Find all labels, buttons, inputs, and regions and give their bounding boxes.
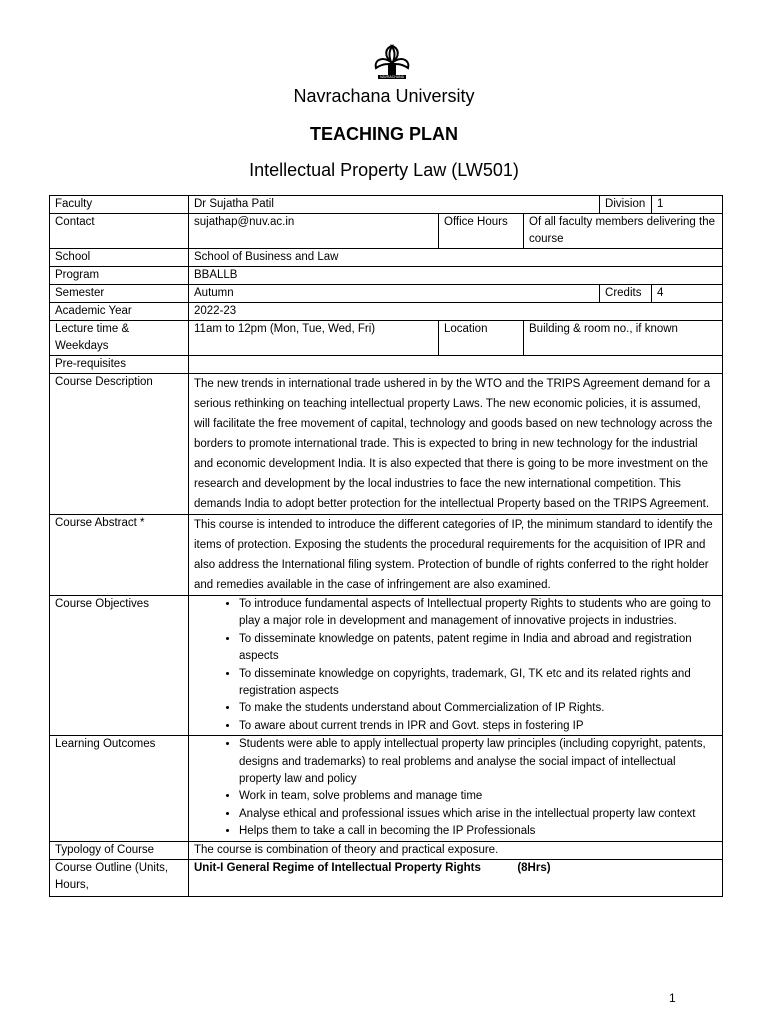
description-label: Course Description bbox=[50, 374, 189, 515]
row-abstract bbox=[50, 515, 723, 596]
outcomes-list bbox=[194, 736, 717, 840]
course-title: Intellectual Property Law (LW501) bbox=[249, 160, 519, 180]
outcomes-label: Learning Outcomes bbox=[50, 736, 189, 841]
row-program bbox=[50, 267, 723, 285]
contact-email[interactable]: sujathap@nuv.ac.in bbox=[189, 214, 439, 249]
list-item: • To aware about current trends in IPR and Govt. steps in fostering IP bbox=[239, 718, 717, 735]
program-label: Program bbox=[50, 267, 189, 285]
row-semester bbox=[50, 285, 723, 303]
row-lecture bbox=[50, 321, 723, 356]
office-hours-value: Of all faculty members delivering the course bbox=[524, 214, 723, 249]
faculty-label: Faculty bbox=[50, 196, 189, 214]
abstract-text: This course is intended to introduce the different categories of IP, the minimum standard to identify the items of protection. Exposing the students the procedural requirements for the acquisition of IPR and also address the International filing system. Protection of bundle of rights conferred to the right holder and remedies available in the case of infringement are also examined. bbox=[189, 515, 723, 596]
list-item: • Helps them to take a call in becoming the IP Professionals bbox=[239, 823, 717, 840]
objectives-cell bbox=[189, 596, 723, 736]
list-item: • To introduce fundamental aspects of Intellectual property Rights to students who are going to play a major role in development and management of innovative projects in industries. bbox=[239, 596, 717, 631]
row-prerequisites bbox=[50, 356, 723, 374]
office-hours-label: Office Hours bbox=[439, 214, 524, 249]
division-label: Division bbox=[600, 196, 652, 214]
row-school bbox=[50, 249, 723, 267]
row-academic-year bbox=[50, 303, 723, 321]
list-item: • To disseminate knowledge on patents, patent regime in India and abroad and registration aspects bbox=[239, 631, 717, 666]
list-item: • To disseminate knowledge on copyrights, trademark, GI, TK etc and its related rights and registration aspects bbox=[239, 666, 717, 701]
semester-value: Autumn bbox=[189, 285, 600, 303]
location-label: Location bbox=[439, 321, 524, 356]
academic-year-label: Academic Year bbox=[50, 303, 189, 321]
location-value: Building & room no., if known bbox=[524, 321, 723, 356]
outcomes-cell bbox=[189, 736, 723, 841]
row-contact bbox=[50, 214, 723, 249]
school-value: School of Business and Law bbox=[189, 249, 723, 267]
program-value: BBALLB bbox=[189, 267, 723, 285]
outline-label: Course Outline (Units, Hours, bbox=[50, 859, 189, 896]
objectives-label: Course Objectives bbox=[50, 596, 189, 736]
faculty-value: Dr Sujatha Patil bbox=[189, 196, 600, 214]
abstract-label: Course Abstract * bbox=[50, 515, 189, 596]
contact-label: Contact bbox=[50, 214, 189, 249]
typology-label: Typology of Course bbox=[50, 841, 189, 859]
row-description bbox=[50, 374, 723, 515]
academic-year-value: 2022-23 bbox=[189, 303, 723, 321]
list-item: • Analyse ethical and professional issues which arise in the intellectual property law context bbox=[239, 806, 717, 823]
teaching-plan-table bbox=[49, 195, 723, 897]
description-text: The new trends in international trade ushered in by the WTO and the TRIPS Agreement demand for a serious rethinking on teaching intellectual property Laws. The new economic policies, it is assumed, will facilitate the free movement of capital, technology and goods based on new technology across the borders to promote international trade. This is expected to bring in new technology for the industrial and economic development India. It is also expected that there is going to be more investment on the research and development by the local industries to face the new international competition. This demands India to adopt better protection for the intellectual Property based on the TRIPS Agreement. bbox=[189, 374, 723, 515]
lecture-value: 11am to 12pm (Mon, Tue, Wed, Fri) bbox=[189, 321, 439, 356]
typology-value: The course is combination of theory and practical exposure. bbox=[189, 841, 723, 859]
outline-hours: (8Hrs) bbox=[517, 861, 551, 874]
school-label: School bbox=[50, 249, 189, 267]
row-outcomes bbox=[50, 736, 723, 841]
list-item: • Work in team, solve problems and manage time bbox=[239, 788, 717, 805]
page-number: 1 bbox=[669, 991, 676, 1005]
university-name: Navrachana University bbox=[293, 86, 475, 106]
list-item: • To make the students understand about Commercialization of IP Rights. bbox=[239, 700, 717, 717]
row-outline bbox=[50, 859, 723, 896]
logo-text: NAVRACHANA bbox=[379, 75, 405, 79]
row-faculty bbox=[50, 196, 723, 214]
prereq-label: Pre-requisites bbox=[50, 356, 189, 374]
document-title: TEACHING PLAN bbox=[310, 124, 458, 144]
prereq-value bbox=[189, 356, 723, 374]
division-value: 1 bbox=[652, 196, 723, 214]
credits-value: 4 bbox=[652, 285, 723, 303]
lecture-label: Lecture time & Weekdays bbox=[50, 321, 189, 356]
list-item: • Students were able to apply intellectual property law principles (including copyright, patents, designs and trademarks) to real problems and analyse the social impact of intellectual property law and policy bbox=[239, 736, 717, 788]
row-typology bbox=[50, 841, 723, 859]
objectives-list bbox=[194, 596, 717, 735]
row-objectives bbox=[50, 596, 723, 736]
semester-label: Semester bbox=[50, 285, 189, 303]
university-logo bbox=[370, 42, 414, 90]
credits-label: Credits bbox=[600, 285, 652, 303]
outline-unit: Unit-I General Regime of Intellectual Property Rights bbox=[194, 861, 481, 874]
outline-unit-cell bbox=[189, 859, 723, 896]
